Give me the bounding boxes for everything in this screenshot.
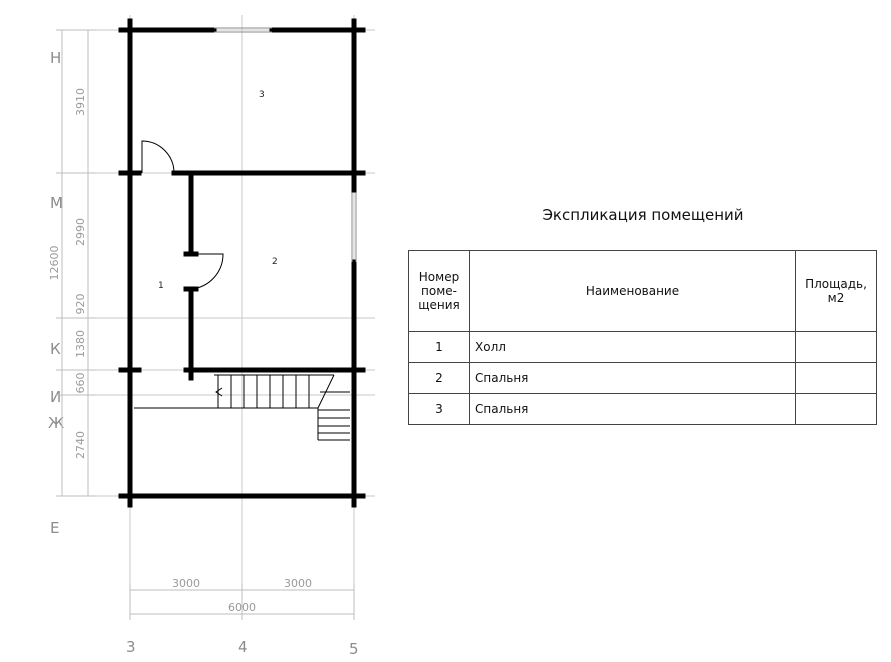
grid-col-labels: [126, 638, 359, 658]
grid-label-I: И: [50, 388, 62, 406]
cell-room-name: Холл: [470, 332, 796, 363]
table-header-row: [409, 251, 877, 332]
window-openings: [214, 28, 356, 262]
grid-label-col-4: 4: [238, 638, 248, 656]
inner-walls: [174, 173, 354, 370]
table-row: [409, 394, 877, 425]
table-row: [409, 363, 877, 394]
explication-table: [408, 250, 877, 425]
room-numbers: [158, 90, 278, 291]
grid-label-col-5: 5: [349, 640, 359, 658]
dim-total-6000: 6000: [228, 601, 256, 614]
dim-3910: 3910: [74, 88, 87, 116]
header-name: Наименование: [470, 251, 796, 332]
table-row: [409, 332, 877, 363]
cell-room-name: Спальня: [470, 363, 796, 394]
room-number-1: 1: [158, 281, 164, 291]
grid-label-M: М: [50, 194, 63, 212]
cell-room-area: [796, 332, 877, 363]
room-number-3: 3: [259, 90, 265, 100]
explication-title: Экспликация помещений: [542, 206, 744, 224]
dim-920: 920: [74, 293, 87, 315]
door-room-3: [142, 141, 174, 173]
room-number-2: 2: [272, 257, 278, 267]
grid-label-E: Е: [50, 519, 60, 537]
cell-room-number: 2: [409, 363, 470, 394]
dim-1380: 1380: [74, 330, 87, 358]
doors: [142, 141, 223, 289]
staircase: [214, 375, 350, 440]
dim-3000-left: 3000: [172, 577, 200, 590]
header-area: Площадь, м2: [796, 251, 877, 332]
dim-2740: 2740: [74, 431, 87, 459]
grid-label-K: К: [50, 340, 61, 358]
dim-2990: 2990: [74, 218, 87, 246]
dim-660: 660: [74, 372, 87, 394]
door-room-2: [191, 254, 223, 289]
dim-3000-right: 3000: [284, 577, 312, 590]
dim-total-12600: 12600: [48, 245, 61, 281]
cell-room-number: 1: [409, 332, 470, 363]
cell-room-area: [796, 363, 877, 394]
header-room-number: Номер поме- щения: [409, 251, 470, 332]
grid-label-Zh: Ж: [48, 414, 65, 432]
grid-label-col-3: 3: [126, 638, 136, 656]
cell-room-name: Спальня: [470, 394, 796, 425]
grid-axes: [62, 15, 375, 615]
grid-label-H: Н: [50, 49, 62, 67]
cell-room-area: [796, 394, 877, 425]
cell-room-number: 3: [409, 394, 470, 425]
